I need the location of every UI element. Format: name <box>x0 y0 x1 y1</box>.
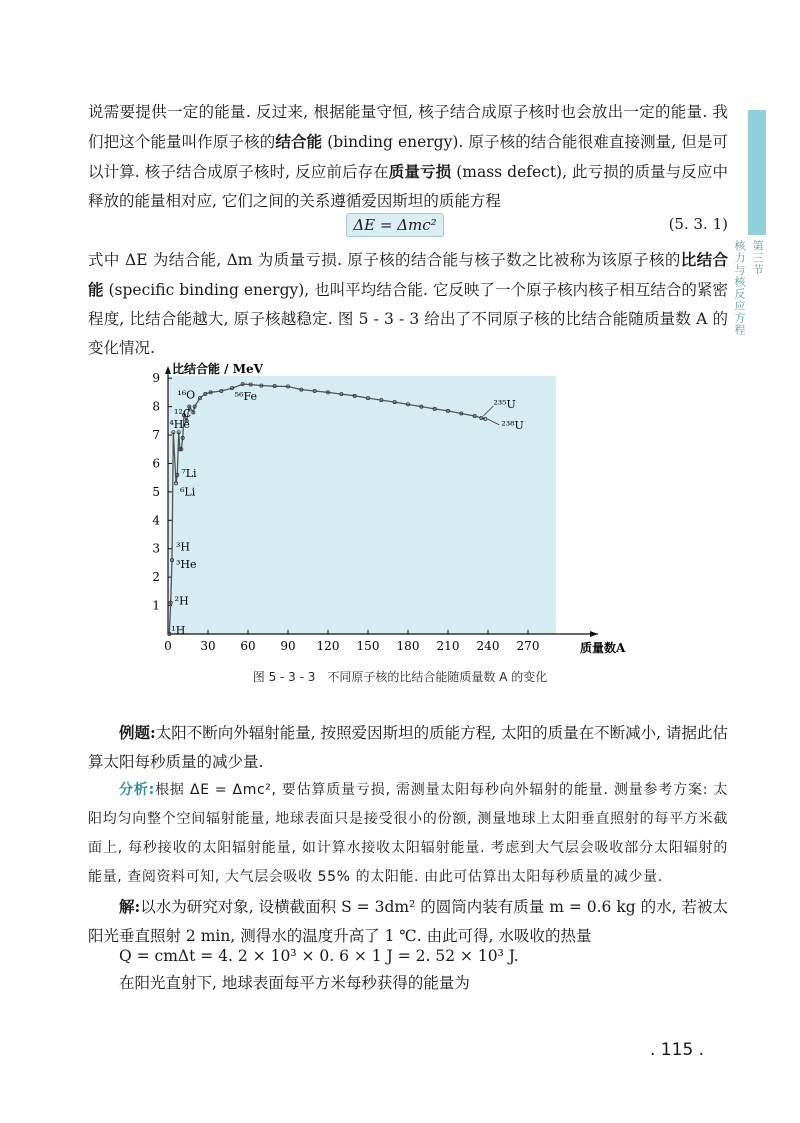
example-analysis: 分析:根据 ΔE = Δmc², 要估算质量亏损, 需测量太阳每秒向外辐射的能量. 测量参考方案: 太阳均匀向整个空间辐射能量, 地球表面只是接受很小的份额, 测量地球上太阳垂直照射的每平方米截面上, 每秒接收的太阳辐射能量, 如计算水接收太阳辐射能量. 考虑到大气层会吸收部分太阳辐射的能量, 查阅资料可知, 大气层会吸收 55% 的太阳能. 由此可估算出太阳每秒质量的减少量. <box>88 782 728 885</box>
formula-row <box>88 213 728 237</box>
page-number: . 115 . <box>650 1040 705 1060</box>
x-axis-title: 质量数A <box>580 641 626 655</box>
x-tick-label: 270 <box>516 639 540 653</box>
y-tick-label: 2 <box>152 570 160 585</box>
nuclide-label: ³He <box>176 558 197 572</box>
nuclide-label: ⁷Li <box>181 466 197 480</box>
term-specific-binding-energy: 比结合能 <box>88 250 728 299</box>
term-mass-defect: 质量亏损 <box>388 162 452 181</box>
y-tick-label: 4 <box>152 513 160 528</box>
formula-box: ΔE = Δmc² <box>346 213 444 237</box>
nuclide-label: ¹⁶O <box>177 388 196 402</box>
nuclide-label: ³H <box>176 540 191 554</box>
x-tick-label: 0 <box>164 639 172 653</box>
example-question: 例题:太阳不断向外辐射能量, 按照爱因斯坦的质能方程, 太阳的质量在不断减小, 请据此估算太阳每秒质量的减少量. <box>88 723 728 771</box>
y-tick-label: 8 <box>152 399 160 414</box>
side-title: 核力与核反应方程 <box>733 240 746 336</box>
x-tick-label: 180 <box>396 639 420 653</box>
y-tick-label: 1 <box>152 598 160 613</box>
x-tick-label: 210 <box>436 639 460 653</box>
example-label: 例题: <box>119 723 156 742</box>
y-tick-label: 5 <box>152 484 160 499</box>
solution-label: 解: <box>119 897 141 916</box>
y-axis-arrow <box>165 366 171 374</box>
solution-continued: 在阳光直射下, 地球表面每平方米每秒获得的能量为 <box>119 974 470 992</box>
plot-background <box>168 376 556 634</box>
nuclide-label: ⁴He <box>169 418 190 432</box>
x-tick-label: 60 <box>240 639 256 653</box>
binding-energy-chart <box>140 360 660 660</box>
x-tick-label: 30 <box>200 639 216 653</box>
nuclide-label: ¹²C <box>174 407 192 421</box>
y-axis-title: 比结合能 / MeV <box>172 362 263 376</box>
equation-number: (5. 3. 1) <box>668 215 728 233</box>
chapter-tab <box>748 110 766 235</box>
nuclide-label: ²³⁸U <box>501 418 524 432</box>
nuclide-label: ¹H <box>171 624 186 637</box>
y-tick-label: 7 <box>152 428 160 443</box>
paragraph-specific-binding: 式中 ΔE 为结合能, Δm 为质量亏损. 原子核的结合能与核子数之比被称为该原子核的比结合能 (specific binding energy), 也叫平均结合能. 它反映了一个原子核内核子相互结合的紧密程度, 比结合能越大, 原子核越稳定. 图 5 - 3 - 3 给出了不同原子核的比结合能随质量数 A 的变化情况. <box>88 250 728 357</box>
figure-caption: 图 5 - 3 - 3 不同原子核的比结合能随质量数 A 的变化 <box>252 670 548 684</box>
example-solution: 解:以水为研究对象, 设横截面积 S = 3dm² 的圆筒内装有质量 m = 0.6 kg 的水, 若被太阳光垂直照射 2 min, 测得水的温度升高了 1 ℃. 由此可得, 水吸收的热量 <box>88 897 728 945</box>
x-tick-label: 120 <box>316 639 340 653</box>
side-section: 第三节 <box>751 240 764 276</box>
y-tick-label: 3 <box>152 541 160 556</box>
term-binding-energy: 结合能 <box>275 132 323 151</box>
nuclide-label: ⁵⁶Fe <box>234 390 258 404</box>
nuclide-label: ²³⁵U <box>493 398 516 411</box>
y-tick-label: 9 <box>152 371 160 386</box>
y-tick-label: 6 <box>152 456 160 471</box>
paragraph-intro: 说需要提供一定的能量. 反过来, 根据能量守恒, 核子结合成原子核时也会放出一定的能量. 我们把这个能量叫作原子核的结合能 (binding energy). 原子核的结合能很难直接测量, 但是可以计算. 核子结合成原子核时, 反应前后存在质量亏损 (mass defect), 此亏损的质量与反应中释放的能量相对应, 它们之间的关系遵循爱因斯坦的质能方程 <box>88 103 728 210</box>
heat-equation: Q = cmΔt = 4. 2 × 10³ × 0. 6 × 1 J = 2. 52 × 10³ J. <box>119 947 519 965</box>
x-tick-label: 90 <box>280 639 296 653</box>
x-tick-label: 240 <box>476 639 500 653</box>
x-axis-arrow <box>590 631 598 637</box>
analysis-label: 分析: <box>119 782 155 798</box>
x-tick-label: 150 <box>356 639 380 653</box>
side-section-label <box>733 240 766 336</box>
nuclide-label: ²H <box>174 594 189 608</box>
nuclide-label: ⁶Li <box>180 485 196 499</box>
